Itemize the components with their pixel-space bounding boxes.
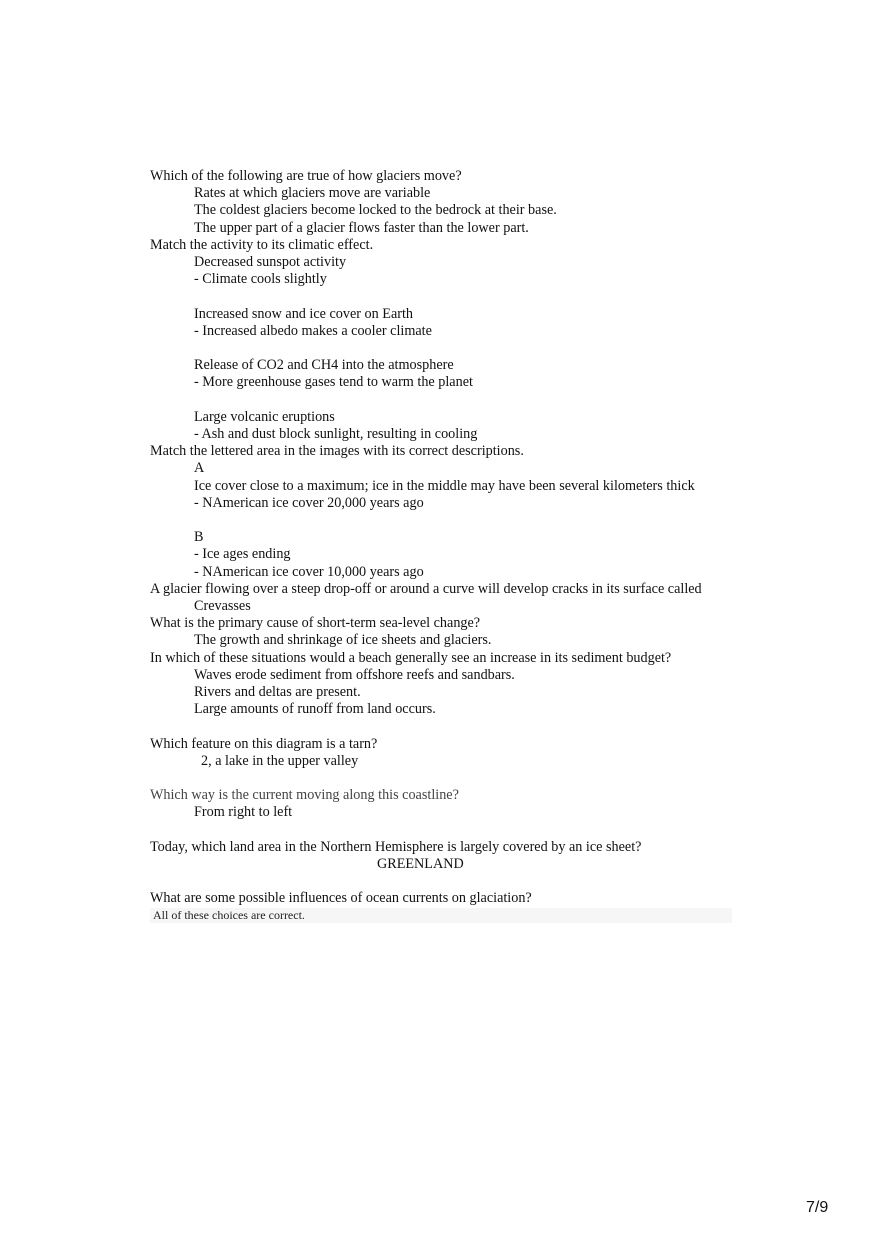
question-glacier-movement: Which of the following are true of how glaciers move? — [150, 168, 462, 184]
question-climatic-effect: Match the activity to its climatic effect. — [150, 236, 374, 253]
quiz-content — [150, 168, 740, 923]
answer-item: GREENLAND — [377, 856, 464, 873]
answer-box: All of these choices are correct. — [150, 908, 732, 923]
match-effect: - Climate cools slightly — [194, 271, 327, 288]
question-lettered-area: Match the lettered area in the images with its correct descriptions. — [150, 443, 524, 460]
question-tarn: Which feature on this diagram is a tarn? — [150, 735, 378, 752]
question-sediment-budget: In which of these situations would a beach generally see an increase in its sediment budget? — [150, 649, 672, 666]
answer-item: Waves erode sediment from offshore reefs and sandbars. — [194, 666, 515, 683]
match-description: - NAmerican ice cover 20,000 years ago — [194, 494, 424, 511]
match-item: Decreased sunspot activity — [194, 254, 347, 271]
match-label-a: A — [194, 460, 205, 477]
answer-item: 2, a lake in the upper valley — [201, 752, 359, 769]
answer-item: Rivers and deltas are present. — [194, 684, 361, 701]
page-number: 7/9 — [806, 1199, 829, 1216]
answer-item: From right to left — [194, 804, 293, 821]
question-current-direction: Which way is the current moving along this coastline? — [150, 787, 459, 804]
match-label-b: B — [194, 529, 204, 546]
match-description: Ice cover close to a maximum; ice in the middle may have been several kilometers thick — [194, 477, 695, 494]
answer-item: Rates at which glaciers move are variable — [194, 185, 431, 202]
answer-item: The growth and shrinkage of ice sheets and glaciers. — [194, 632, 492, 649]
match-item: Release of CO2 and CH4 into the atmosphere — [194, 357, 454, 374]
answer-item: The coldest glaciers become locked to the bedrock at their base. — [194, 202, 557, 219]
answer-item: Crevasses — [194, 598, 251, 615]
answer-item: Large amounts of runoff from land occurs. — [194, 701, 436, 718]
question-crevasses: A glacier flowing over a steep drop-off or around a curve will develop cracks in its surface called — [150, 580, 702, 597]
match-effect: - More greenhouse gases tend to warm the planet — [194, 374, 473, 391]
match-item: Increased snow and ice cover on Earth — [194, 305, 414, 322]
match-item: Large volcanic eruptions — [194, 408, 335, 425]
question-ocean-currents: What are some possible influences of ocean currents on glaciation? — [150, 890, 532, 907]
answer-item: The upper part of a glacier flows faster than the lower part. — [194, 219, 529, 236]
match-description: - NAmerican ice cover 10,000 years ago — [194, 563, 424, 580]
match-description: - Ice ages ending — [194, 546, 291, 563]
question-sea-level: What is the primary cause of short-term sea-level change? — [150, 615, 481, 632]
match-effect: - Ash and dust block sunlight, resulting in cooling — [194, 426, 478, 442]
question-ice-sheet: Today, which land area in the Northern Hemisphere is largely covered by an ice sheet? — [150, 838, 642, 855]
match-effect: - Increased albedo makes a cooler climate — [194, 322, 432, 339]
